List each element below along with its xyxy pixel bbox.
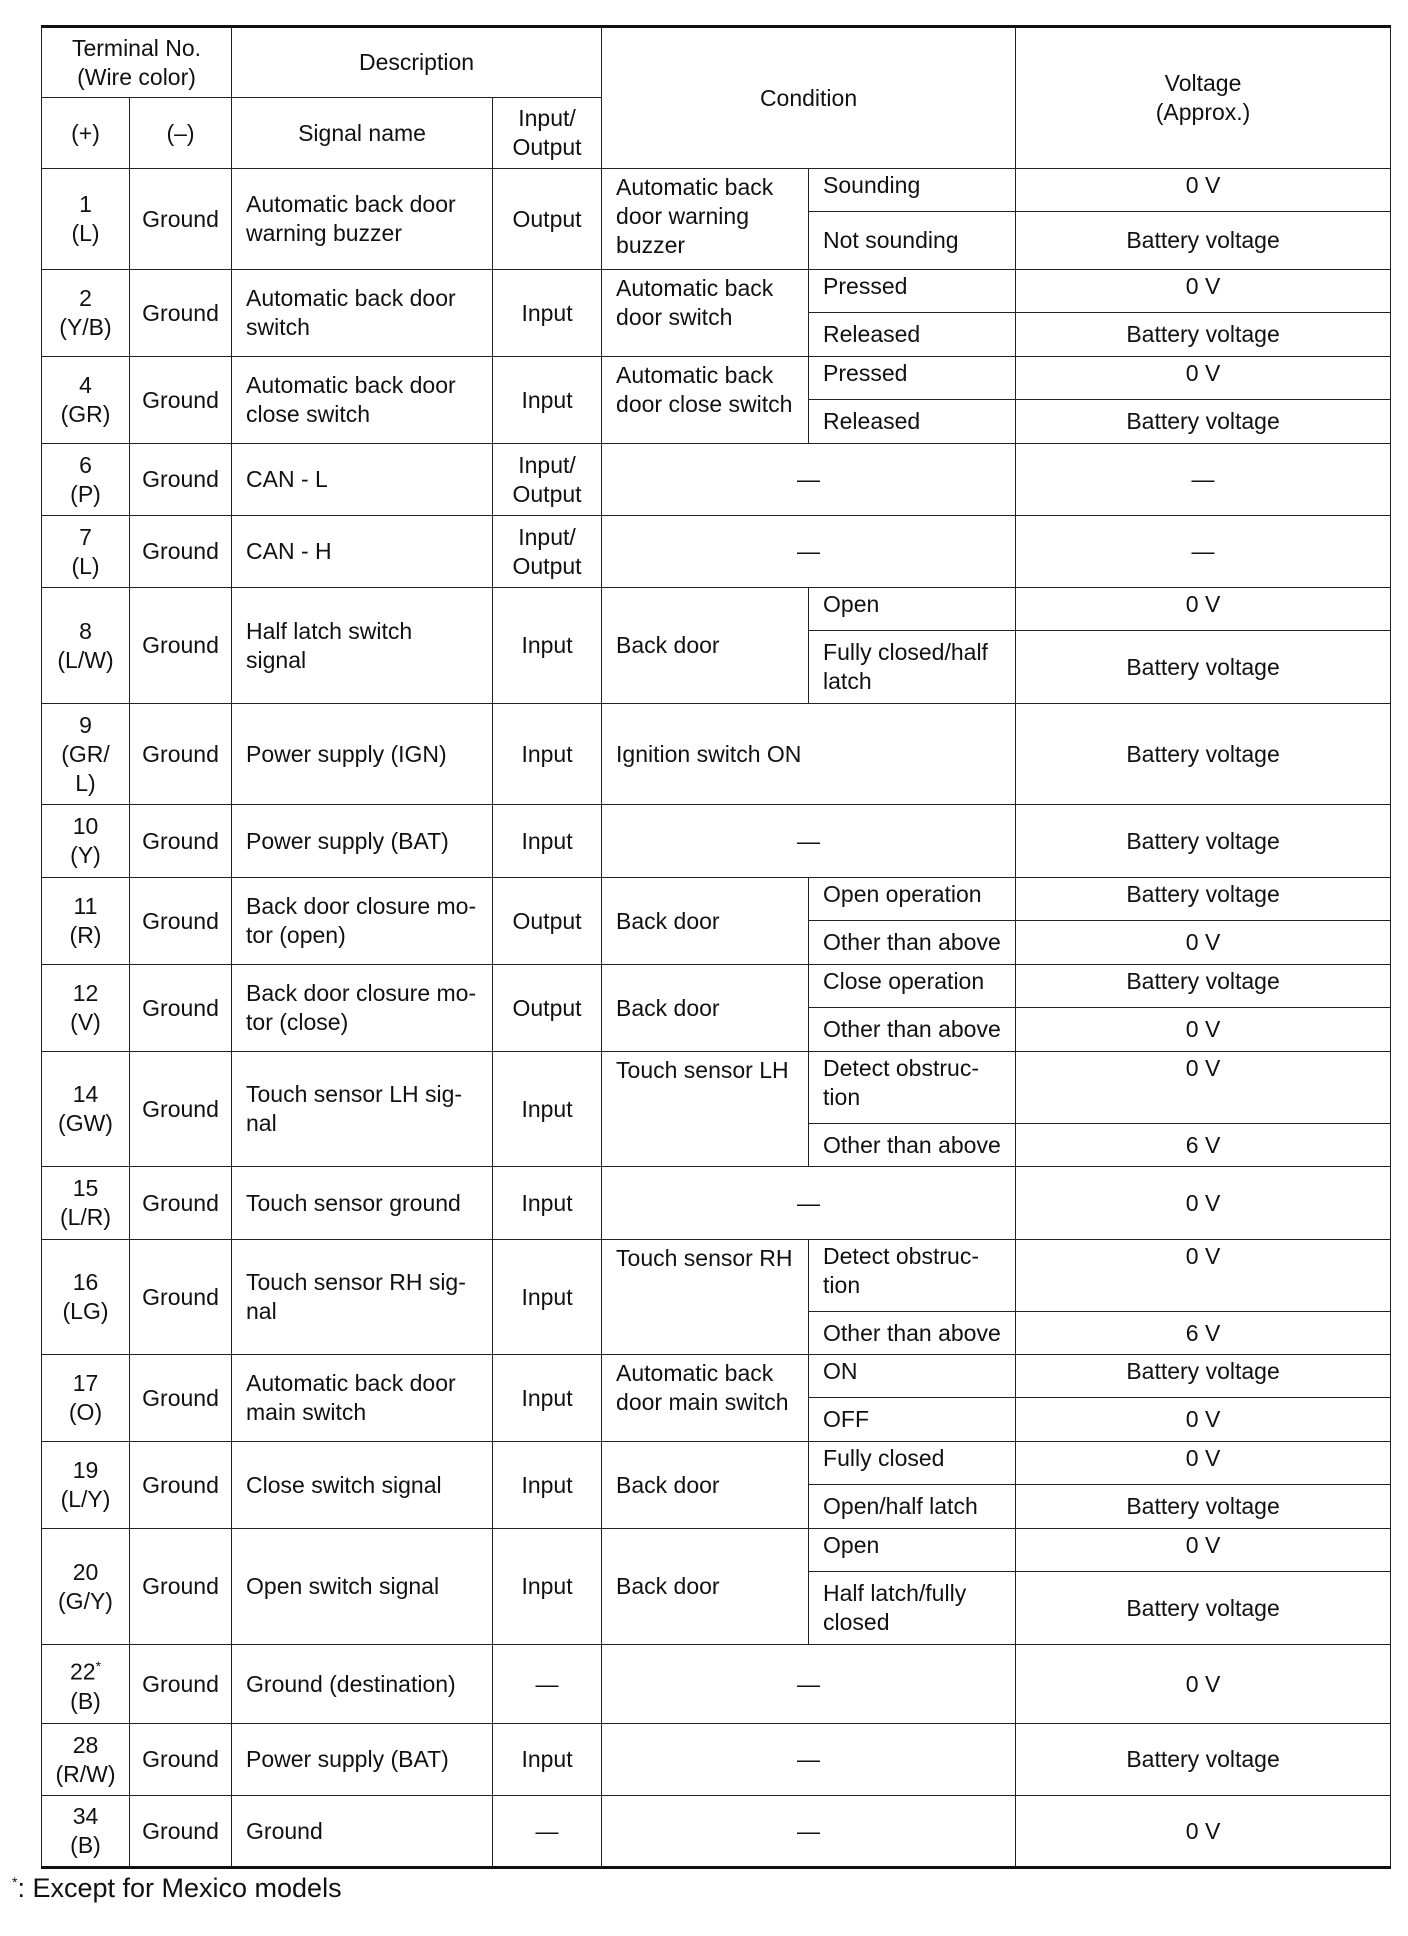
condition-state: Pressed [809, 270, 1016, 313]
terminal-number: 4 [79, 372, 92, 398]
input-output: Input/ Output [493, 516, 602, 588]
condition: Touch sensor RH [602, 1240, 809, 1355]
condition-state: Half latch/fully closed [809, 1572, 1016, 1645]
header-plus: (+) [42, 98, 130, 169]
terminal-cell [42, 444, 130, 516]
input-output: Input [493, 704, 602, 805]
table-row [42, 1796, 1391, 1868]
terminal-number: 17 [72, 1370, 99, 1396]
header-terminal: Terminal No. (Wire color) [42, 27, 232, 98]
terminal-cell [42, 588, 130, 704]
footnote [12, 1873, 342, 1904]
condition: Back door [602, 1442, 809, 1529]
input-output: Input [493, 1529, 602, 1645]
condition-state: Detect obstruc- tion [809, 1240, 1016, 1312]
table-row [42, 805, 1391, 878]
minus-terminal: Ground [130, 169, 232, 270]
minus-terminal: Ground [130, 1796, 232, 1868]
signal-name: Power supply (BAT) [232, 805, 493, 878]
minus-terminal: Ground [130, 1529, 232, 1645]
voltage: 0 V [1016, 1796, 1391, 1868]
terminal-cell [42, 1724, 130, 1796]
terminal-cell [42, 1355, 130, 1442]
voltage: 0 V [1016, 1529, 1391, 1572]
condition: Back door [602, 965, 809, 1052]
voltage: 0 V [1016, 1008, 1391, 1052]
voltage: — [1016, 444, 1391, 516]
table-row [42, 270, 1391, 313]
wire-color: (GR/ L) [61, 740, 110, 796]
table-row [42, 1355, 1391, 1398]
input-output: Input [493, 270, 602, 357]
voltage: Battery voltage [1016, 1355, 1391, 1398]
condition: Touch sensor LH [602, 1052, 809, 1167]
voltage: 0 V [1016, 357, 1391, 400]
voltage: 0 V [1016, 270, 1391, 313]
condition: Back door [602, 588, 809, 704]
table-row [42, 1724, 1391, 1796]
terminal-number: 34 [72, 1803, 99, 1829]
condition: — [602, 1645, 1016, 1724]
table-row [42, 1167, 1391, 1240]
terminal-number: 11 [73, 893, 98, 919]
condition-state: Pressed [809, 357, 1016, 400]
wire-color: (Y/B) [59, 314, 112, 340]
terminal-cell [42, 965, 130, 1052]
condition: — [602, 1167, 1016, 1240]
input-output: Input [493, 1167, 602, 1240]
voltage: 0 V [1016, 921, 1391, 965]
voltage: Battery voltage [1016, 1724, 1391, 1796]
signal-name: Touch sensor LH sig- nal [232, 1052, 493, 1167]
condition: Automatic back door main switch [602, 1355, 809, 1442]
wire-color: (L/Y) [60, 1486, 111, 1512]
table-row [42, 444, 1391, 516]
terminal-number: 6 [79, 451, 92, 478]
voltage: Battery voltage [1016, 1572, 1391, 1645]
table-row [42, 1645, 1391, 1724]
wire-color: (B) [70, 1687, 101, 1714]
condition-state: Released [809, 400, 1016, 444]
minus-terminal: Ground [130, 357, 232, 444]
table-row [42, 1052, 1391, 1124]
condition-state: Open/half latch [809, 1485, 1016, 1529]
terminal-cell [42, 1240, 130, 1355]
wire-color: (L) [71, 552, 100, 579]
table-row [42, 965, 1391, 1008]
terminal-cell [42, 270, 130, 357]
wire-color: (GR) [60, 401, 111, 427]
terminal-cell [42, 805, 130, 878]
condition: — [602, 516, 1016, 588]
voltage: Battery voltage [1016, 1485, 1391, 1529]
terminal-number: 22 [69, 1658, 96, 1685]
minus-terminal: Ground [130, 1240, 232, 1355]
condition-state: Detect obstruc- tion [809, 1052, 1016, 1124]
minus-terminal: Ground [130, 805, 232, 878]
wire-color: (L/R) [59, 1204, 112, 1230]
condition-state: Other than above [809, 1312, 1016, 1355]
wire-color: (L) [71, 220, 100, 246]
signal-name: Power supply (IGN) [232, 704, 493, 805]
footnote-mark: * [12, 1874, 18, 1890]
input-output: Input [493, 357, 602, 444]
input-output: Input [493, 1442, 602, 1529]
footnote-text: : Except for Mexico models [17, 1873, 342, 1903]
terminal-number: 7 [79, 523, 92, 550]
header-voltage: Voltage (Approx.) [1016, 27, 1391, 169]
condition-state: Sounding [809, 169, 1016, 212]
signal-name: Touch sensor RH sig- nal [232, 1240, 493, 1355]
wire-color: (P) [70, 480, 101, 507]
terminal-number: 12 [72, 980, 99, 1006]
terminal-table [41, 25, 1391, 1869]
terminal-number: 14 [72, 1081, 99, 1107]
minus-terminal: Ground [130, 444, 232, 516]
terminal-footnote-mark: * [95, 1658, 102, 1675]
table-body [42, 169, 1391, 1868]
wire-color: (GW) [58, 1110, 113, 1136]
terminal-cell [42, 1529, 130, 1645]
voltage: 0 V [1016, 169, 1391, 212]
voltage: 0 V [1016, 1052, 1391, 1124]
terminal-cell [42, 516, 130, 588]
terminal-cell [42, 1442, 130, 1529]
terminal-cell [42, 704, 130, 805]
signal-name: Back door closure mo- tor (open) [232, 878, 493, 965]
condition: — [602, 444, 1016, 516]
wire-color: (O) [68, 1399, 103, 1425]
condition: Automatic back door switch [602, 270, 809, 357]
wire-color: (B) [70, 1832, 101, 1858]
wire-color: (Y) [70, 842, 101, 868]
voltage: 0 V [1016, 1240, 1391, 1312]
voltage: 0 V [1016, 588, 1391, 631]
terminal-number: 1 [79, 191, 92, 217]
table-row [42, 588, 1391, 631]
voltage: Battery voltage [1016, 313, 1391, 357]
minus-terminal: Ground [130, 878, 232, 965]
table-row [42, 1240, 1391, 1312]
minus-terminal: Ground [130, 270, 232, 357]
signal-name: Open switch signal [232, 1529, 493, 1645]
condition-state: OFF [809, 1398, 1016, 1442]
input-output: Input [493, 1240, 602, 1355]
input-output: Output [493, 965, 602, 1052]
signal-name: Half latch switch signal [232, 588, 493, 704]
signal-name: Automatic back door main switch [232, 1355, 493, 1442]
minus-terminal: Ground [130, 1167, 232, 1240]
header-description: Description [232, 27, 602, 98]
signal-name: Ground (destination) [232, 1645, 493, 1724]
condition-state: Not sounding [809, 212, 1016, 270]
signal-name: CAN - L [232, 444, 493, 516]
wire-color: (LG) [62, 1298, 109, 1324]
condition-state: Other than above [809, 1008, 1016, 1052]
terminal-cell [42, 1645, 130, 1724]
terminal-number: 28 [72, 1731, 99, 1758]
terminal-number: 9 [79, 711, 92, 738]
header-minus: (–) [130, 98, 232, 169]
condition: — [602, 1796, 1016, 1868]
voltage: Battery voltage [1016, 631, 1391, 704]
terminal-cell [42, 357, 130, 444]
input-output: Input [493, 1052, 602, 1167]
minus-terminal: Ground [130, 1052, 232, 1167]
wire-color: (R/W) [55, 1760, 116, 1787]
table-row [42, 878, 1391, 921]
wire-color: (G/Y) [58, 1587, 113, 1614]
condition-state: Open [809, 1529, 1016, 1572]
condition-state: Close operation [809, 965, 1016, 1008]
voltage: Battery voltage [1016, 965, 1391, 1008]
table-row [42, 169, 1391, 212]
voltage: 0 V [1016, 1645, 1391, 1724]
condition-state: Open operation [809, 878, 1016, 921]
minus-terminal: Ground [130, 704, 232, 805]
signal-name: Close switch signal [232, 1442, 493, 1529]
header-io: Input/ Output [493, 98, 602, 169]
wire-color: (V) [70, 1009, 101, 1035]
signal-name: Power supply (BAT) [232, 1724, 493, 1796]
voltage: Battery voltage [1016, 805, 1391, 878]
condition: — [602, 805, 1016, 878]
input-output: — [493, 1645, 602, 1724]
input-output: Input [493, 805, 602, 878]
voltage: 0 V [1016, 1398, 1391, 1442]
condition: Automatic back door close switch [602, 357, 809, 444]
minus-terminal: Ground [130, 1442, 232, 1529]
input-output: Input [493, 1724, 602, 1796]
input-output: Output [493, 878, 602, 965]
minus-terminal: Ground [130, 588, 232, 704]
terminal-number: 16 [72, 1269, 99, 1295]
minus-terminal: Ground [130, 1724, 232, 1796]
minus-terminal: Ground [130, 965, 232, 1052]
voltage: Battery voltage [1016, 704, 1391, 805]
condition: Ignition switch ON [602, 704, 1016, 805]
input-output: Input/ Output [493, 444, 602, 516]
minus-terminal: Ground [130, 1355, 232, 1442]
table-row [42, 704, 1391, 805]
terminal-cell [42, 169, 130, 270]
signal-name: Automatic back door warning buzzer [232, 169, 493, 270]
table-row [42, 516, 1391, 588]
terminal-number: 19 [72, 1457, 99, 1483]
input-output: Input [493, 588, 602, 704]
input-output: — [493, 1796, 602, 1868]
table-row [42, 1529, 1391, 1572]
header-condition: Condition [602, 27, 1016, 169]
voltage: Battery voltage [1016, 878, 1391, 921]
wire-color: (R) [69, 922, 102, 948]
condition-state: Fully closed [809, 1442, 1016, 1485]
voltage: 6 V [1016, 1124, 1391, 1167]
table-row [42, 357, 1391, 400]
terminal-number: 8 [79, 617, 92, 644]
signal-name: Automatic back door close switch [232, 357, 493, 444]
condition: Back door [602, 878, 809, 965]
voltage: 6 V [1016, 1312, 1391, 1355]
signal-name: Back door closure mo- tor (close) [232, 965, 493, 1052]
terminal-cell [42, 878, 130, 965]
minus-terminal: Ground [130, 1645, 232, 1724]
input-output: Input [493, 1355, 602, 1442]
input-output: Output [493, 169, 602, 270]
condition: Back door [602, 1529, 809, 1645]
minus-terminal: Ground [130, 516, 232, 588]
signal-name: Ground [232, 1796, 493, 1868]
signal-name: Automatic back door switch [232, 270, 493, 357]
condition-state: Released [809, 313, 1016, 357]
table-row [42, 1442, 1391, 1485]
header-signal-name: Signal name [232, 98, 493, 169]
condition-state: Other than above [809, 921, 1016, 965]
condition-state: Fully closed/half latch [809, 631, 1016, 704]
terminal-number: 15 [72, 1175, 99, 1201]
terminal-cell [42, 1167, 130, 1240]
voltage: Battery voltage [1016, 400, 1391, 444]
terminal-number: 2 [79, 285, 92, 311]
condition: Automatic back door warning buzzer [602, 169, 809, 270]
terminal-cell [42, 1796, 130, 1868]
signal-name: Touch sensor ground [232, 1167, 493, 1240]
terminal-cell [42, 1052, 130, 1167]
voltage: 0 V [1016, 1167, 1391, 1240]
condition: — [602, 1724, 1016, 1796]
condition-state: ON [809, 1355, 1016, 1398]
voltage: Battery voltage [1016, 212, 1391, 270]
voltage: — [1016, 516, 1391, 588]
terminal-number: 20 [72, 1558, 99, 1585]
condition-state: Open [809, 588, 1016, 631]
voltage: 0 V [1016, 1442, 1391, 1485]
condition-state: Other than above [809, 1124, 1016, 1167]
terminal-number: 10 [72, 813, 99, 839]
signal-name: CAN - H [232, 516, 493, 588]
wire-color: (L/W) [57, 646, 114, 673]
